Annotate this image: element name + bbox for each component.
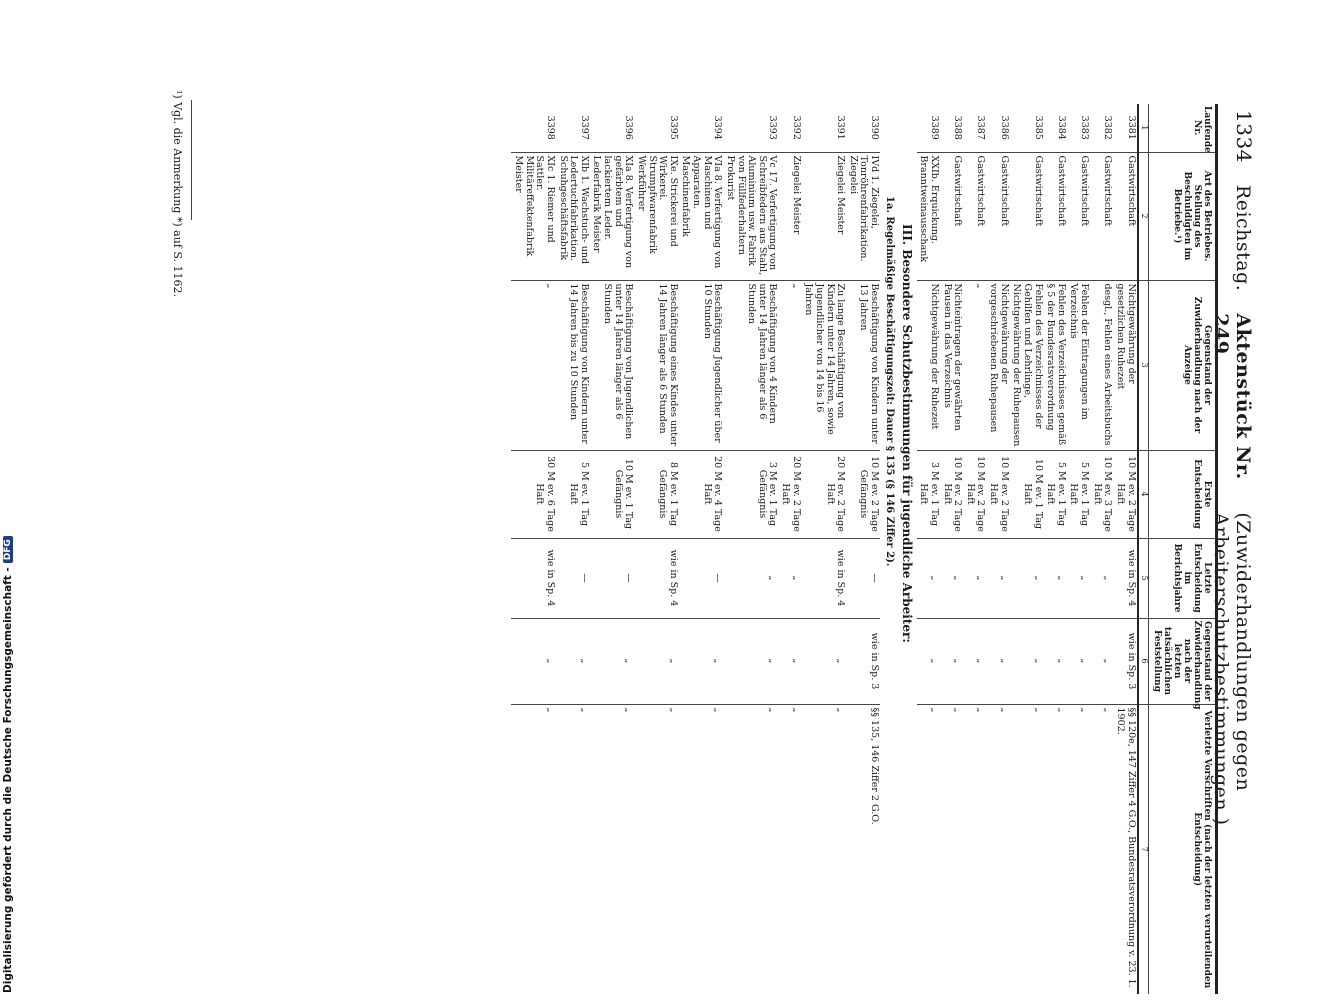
cell-erste: 10 M ev. 1 Tag Haft [1010, 450, 1044, 538]
cell-letzte: „ [778, 538, 801, 618]
cell-betrieb: Gastwirtschaft [1067, 152, 1090, 280]
table-row [1067, 104, 1090, 994]
column-header: Gegenstand der Zuwiderhandlung nach der letzten tatsächlichen Feststellung [1148, 618, 1215, 704]
cell-nr: 3396 [623, 115, 635, 140]
column-number: 3 [1138, 280, 1148, 450]
cell-betrieb: Ziegelei Meister [778, 152, 801, 280]
cell-festst: „ [917, 618, 940, 704]
column-number: 4 [1138, 450, 1148, 538]
cell-erste: 20 M ev. 4 Tage Haft [679, 450, 724, 538]
column-header: Art des Betriebes. Stellung des Beschuldigten im Betriebe.¹) [1148, 152, 1215, 280]
cell-letzte: „ [1090, 538, 1113, 618]
cell-vorschr: „ [940, 704, 963, 994]
footnote-divider [191, 100, 192, 220]
cell-erste: 5 M ev. 1 Tag Haft [1044, 450, 1067, 538]
column-number-row [1138, 104, 1148, 994]
cell-nr: 3389 [928, 115, 940, 140]
cell-festst: wie in Sp. 3 [1113, 618, 1137, 704]
cell-erste: 5 M ev. 1 Tag Haft [556, 450, 590, 538]
cell-gegenstand: Fehlen der Eintragungen im Verzeichnis [1067, 280, 1090, 450]
violations-table [511, 104, 1215, 994]
cell-vorschr: „ [917, 704, 940, 994]
cell-gegenstand: desgl., Fehlen eines Arbeitsbuchs [1090, 280, 1113, 450]
cell-festst: „ [802, 618, 847, 704]
violations-table-wrapper [511, 104, 1218, 994]
column-header: Laufende Nr. [1148, 104, 1215, 152]
cell-festst: „ [556, 618, 590, 704]
cell-gegenstand: Beschäftigung eines Kindes unter 14 Jahren länger als 6 Stunden [634, 280, 679, 450]
column-header: Verletzte Vorschriften (nach der letzten verurteilenden Entscheidung) [1148, 704, 1215, 994]
cell-festst: „ [679, 618, 724, 704]
cell-festst: „ [1010, 618, 1044, 704]
table-row [723, 104, 778, 994]
cell-vorschr: „ [1067, 704, 1090, 994]
table-row [590, 104, 635, 994]
cell-erste: 20 M ev. 2 Tage Haft [802, 450, 847, 538]
table-row [802, 104, 847, 994]
cell-betrieb: XIa 8. Verfertigung von gefärbtem und lackiertem Leder. Lederfabrik Meister [590, 152, 635, 280]
cell-gegenstand: „ [963, 280, 986, 450]
cell-vorschr: „ [986, 704, 1009, 994]
section-title: III. Besondere Schutzbestimmungen für jugendliche Arbeiter: [899, 224, 914, 643]
cell-nr: 3384 [1055, 115, 1067, 140]
cell-festst: „ [634, 618, 679, 704]
cell-letzte: „ [986, 538, 1009, 618]
cell-gegenstand: Zu lange Beschäftigung von Kindern unter 14 Jahren, sowie Jugendlicher von 14 bis 16 Jahren [802, 280, 847, 450]
cell-letzte: „ [917, 538, 940, 618]
cell-betrieb: Gastwirtschaft [1113, 152, 1137, 280]
subsection-row [880, 104, 896, 994]
table-row [1090, 104, 1113, 994]
cell-gegenstand: „ [511, 280, 556, 450]
cell-gegenstand: Nichtgewährung der vorgeschriebenen Ruhepausen [986, 280, 1009, 450]
column-header: Letzte Entscheidung im Berichtsjahre [1148, 538, 1215, 618]
cell-letzte: „ [1044, 538, 1067, 618]
cell-gegenstand: „ [778, 280, 801, 450]
page-number: 1334 [1232, 110, 1256, 163]
cell-gegenstand: Nichteintragen der gewährten Pausen in das Verzeichnis [940, 280, 963, 450]
column-number: 2 [1138, 152, 1148, 280]
cell-gegenstand: Beschäftigung von Kindern unter 14 Jahren bis zu 10 Stunden [556, 280, 590, 450]
cell-vorschr: „ [679, 704, 724, 994]
cell-nr: 3394 [712, 115, 724, 140]
subsection-title: 1a. Regelmäßige Beschäftigungszeit: Dauer § 135 (§ 146 Ziffer 2). [884, 196, 896, 567]
cell-festst: „ [1044, 618, 1067, 704]
cell-vorschr: „ [723, 704, 778, 994]
cell-erste: 8 M ev. 1 Tag Gefängnis [634, 450, 679, 538]
cell-erste: 3 M ev. 1 Tag Gefängnis [723, 450, 778, 538]
table-header-row [1148, 104, 1215, 994]
cell-festst: „ [723, 618, 778, 704]
source-label: Reichstag. [1232, 184, 1254, 292]
cell-vorschr: §§ 135, 146 Ziffer 2 G.O. [846, 704, 880, 994]
cell-letzte: wie in Sp. 4 [1113, 538, 1137, 618]
cell-vorschr: „ [963, 704, 986, 994]
document-number: Aktenstück Nr. 249. [1210, 313, 1254, 480]
cell-betrieb: XIb 1. Wachstuch- und Ledertuchfabrikation. Schuhgeschäftsfabrik [556, 152, 590, 280]
cell-gegenstand: Fehlen des Verzeichnisses der Gehilfen und Lehrlinge, Nichtgewährung der Ruhepausen [1010, 280, 1044, 450]
table-row [846, 104, 880, 994]
table-body-jugendliche [511, 104, 880, 994]
column-number: 7 [1138, 704, 1148, 994]
cell-festst: „ [1067, 618, 1090, 704]
cell-letzte: — [590, 538, 635, 618]
cell-festst: „ [590, 618, 635, 704]
cell-erste: 5 M ev. 1 Tag Haft [1067, 450, 1090, 538]
cell-festst: „ [778, 618, 801, 704]
document-page [102, 0, 1262, 1000]
table-row [556, 104, 590, 994]
cell-betrieb: IXe. Strickerei und Wirkerei. Strumpfwarenfabrik Werkführer [634, 152, 679, 280]
table-row [778, 104, 801, 994]
cell-letzte: — [556, 538, 590, 618]
cell-letzte: „ [723, 538, 778, 618]
cell-gegenstand: Beschäftigung von Jugendlichen unter 14 Jahren länger als 6 Stunden [590, 280, 635, 450]
cell-nr: 3390 [869, 115, 881, 140]
cell-nr: 3398 [544, 115, 556, 140]
credit-text: Digitalisierung gefördert durch die Deutsche Forschungsgemeinschaft - [2, 567, 14, 993]
table-row [679, 104, 724, 994]
cell-nr: 3382 [1102, 115, 1114, 140]
cell-vorschr: „ [1010, 704, 1044, 994]
cell-betrieb: XXIb. Erquickung. Branntweinausschank [917, 152, 940, 280]
cell-nr: 3386 [998, 115, 1010, 140]
cell-nr: 3397 [578, 115, 590, 140]
footnote: ¹) Vgl. die Anmerkung *) auf S. 1162. [171, 90, 184, 297]
cell-betrieb: IVd 1. Ziegelei, Tonröhrenfabrikation. Ziegelei [846, 152, 880, 280]
table-row [1113, 104, 1137, 994]
cell-erste: 10 M ev. 2 Tage Haft [963, 450, 986, 538]
cell-betrieb: Gastwirtschaft [1090, 152, 1113, 280]
cell-betrieb: XIc 1. Riemer und Sattler. Militäreffektenfabrik Meister [511, 152, 556, 280]
page-header [1210, 110, 1256, 990]
cell-vorschr: „ [511, 704, 556, 994]
dfg-logo: DFG [3, 536, 13, 563]
cell-betrieb: Gastwirtschaft [940, 152, 963, 280]
cell-erste: 10 M ev. 1 Tag Gefängnis [590, 450, 635, 538]
cell-gegenstand: Beschäftigung Jugendlicher über 10 Stunden [679, 280, 724, 450]
cell-erste: 10 M ev. 2 Tage Haft [940, 450, 963, 538]
cell-betrieb: Ziegelei Meister [802, 152, 847, 280]
cell-festst: „ [940, 618, 963, 704]
cell-vorschr: „ [556, 704, 590, 994]
column-number: 6 [1138, 618, 1148, 704]
cell-erste: 3 M ev. 1 Tag Haft [917, 450, 940, 538]
cell-gegenstand: Nichtgewährung der gesetzlichen Ruhezeit [1113, 280, 1137, 450]
cell-betrieb: Gastwirtschaft [986, 152, 1009, 280]
cell-letzte: „ [1010, 538, 1044, 618]
cell-letzte: „ [963, 538, 986, 618]
cell-erste: 10 M ev. 2 Tage Haft [1113, 450, 1137, 538]
cell-gegenstand: Beschäftigung von Kindern unter 13 Jahren [846, 280, 880, 450]
cell-betrieb: VIa 8. Verfertigung von Maschinen und Apparaten. Maschinenfabrik [679, 152, 724, 280]
cell-vorschr: „ [590, 704, 635, 994]
cell-erste: 20 M ev. 2 Tage Haft [778, 450, 801, 538]
cell-nr: 3388 [952, 115, 964, 140]
cell-festst: „ [511, 618, 556, 704]
cell-erste: 10 M ev. 3 Tage Haft [1090, 450, 1113, 538]
cell-letzte: — [846, 538, 880, 618]
table-row [511, 104, 556, 994]
cell-vorschr: „ [1090, 704, 1113, 994]
table-row [940, 104, 963, 994]
cell-erste: 10 M ev. 2 Tage Gefängnis [846, 450, 880, 538]
cell-gegenstand: Beschäftigung von 4 Kindern unter 14 Jahren länger als 6 Stunden [723, 280, 778, 450]
table-row [1010, 104, 1044, 994]
cell-vorschr: §§ 120e, 147 Ziffer 4 G.O., Bundesratsverordnung v. 23. 1. 1902. [1113, 704, 1137, 994]
cell-vorschr: „ [634, 704, 679, 994]
cell-festst: „ [986, 618, 1009, 704]
column-number: 1 [1138, 104, 1148, 152]
cell-erste: 30 M ev. 6 Tage Haft [511, 450, 556, 538]
table-row [986, 104, 1009, 994]
cell-betrieb: Gastwirtschaft [1010, 152, 1044, 280]
table-row [634, 104, 679, 994]
table-row [917, 104, 940, 994]
cell-betrieb: Gastwirtschaft [963, 152, 986, 280]
cell-betrieb: Vc 17. Verfertigung von Schreibfedern aus Stahl, Aluminium usw. Fabrik von Füllfederhaltern Prokurist [723, 152, 778, 280]
section-row [896, 104, 916, 994]
column-header: Erste Entscheidung [1148, 450, 1215, 538]
cell-festst: „ [963, 618, 986, 704]
cell-festst: wie in Sp. 3 [846, 618, 880, 704]
column-header: Gegenstand der Zuwiderhandlung nach der Anzeige [1148, 280, 1215, 450]
cell-nr: 3392 [790, 115, 802, 140]
column-number: 5 [1138, 538, 1148, 618]
table-row [963, 104, 986, 994]
table-body-gastwirtschaft [917, 104, 1138, 994]
cell-letzte: wie in Sp. 4 [634, 538, 679, 618]
cell-vorschr: „ [778, 704, 801, 994]
cell-vorschr: „ [802, 704, 847, 994]
cell-nr: 3395 [667, 115, 679, 140]
cell-gegenstand: Nichtgewährung der Ruhezeit [917, 280, 940, 450]
cell-nr: 3385 [1032, 115, 1044, 140]
cell-letzte: „ [940, 538, 963, 618]
cell-erste: 10 M ev. 2 Tage Haft [986, 450, 1009, 538]
cell-letzte: — [679, 538, 724, 618]
cell-nr: 3381 [1125, 115, 1137, 140]
cell-letzte: wie in Sp. 4 [802, 538, 847, 618]
cell-nr: 3393 [767, 115, 779, 140]
cell-vorschr: „ [1044, 704, 1067, 994]
cell-letzte: wie in Sp. 4 [511, 538, 556, 618]
cell-nr: 3383 [1079, 115, 1091, 140]
digitization-credit [2, 536, 14, 993]
cell-nr: 3391 [835, 115, 847, 140]
document-title: (Zuwiderhandlungen gegen Arbeiterschutzbestimmungen.) [1210, 512, 1254, 826]
section-block [880, 104, 917, 994]
cell-betrieb: Gastwirtschaft [1044, 152, 1067, 280]
cell-letzte: „ [1067, 538, 1090, 618]
cell-gegenstand: Fehlen des Verzeichnisses gemäß § 5 der Bundesratsverordnung [1044, 280, 1067, 450]
cell-festst: „ [1090, 618, 1113, 704]
table-row [1044, 104, 1067, 994]
cell-nr: 3387 [975, 115, 987, 140]
